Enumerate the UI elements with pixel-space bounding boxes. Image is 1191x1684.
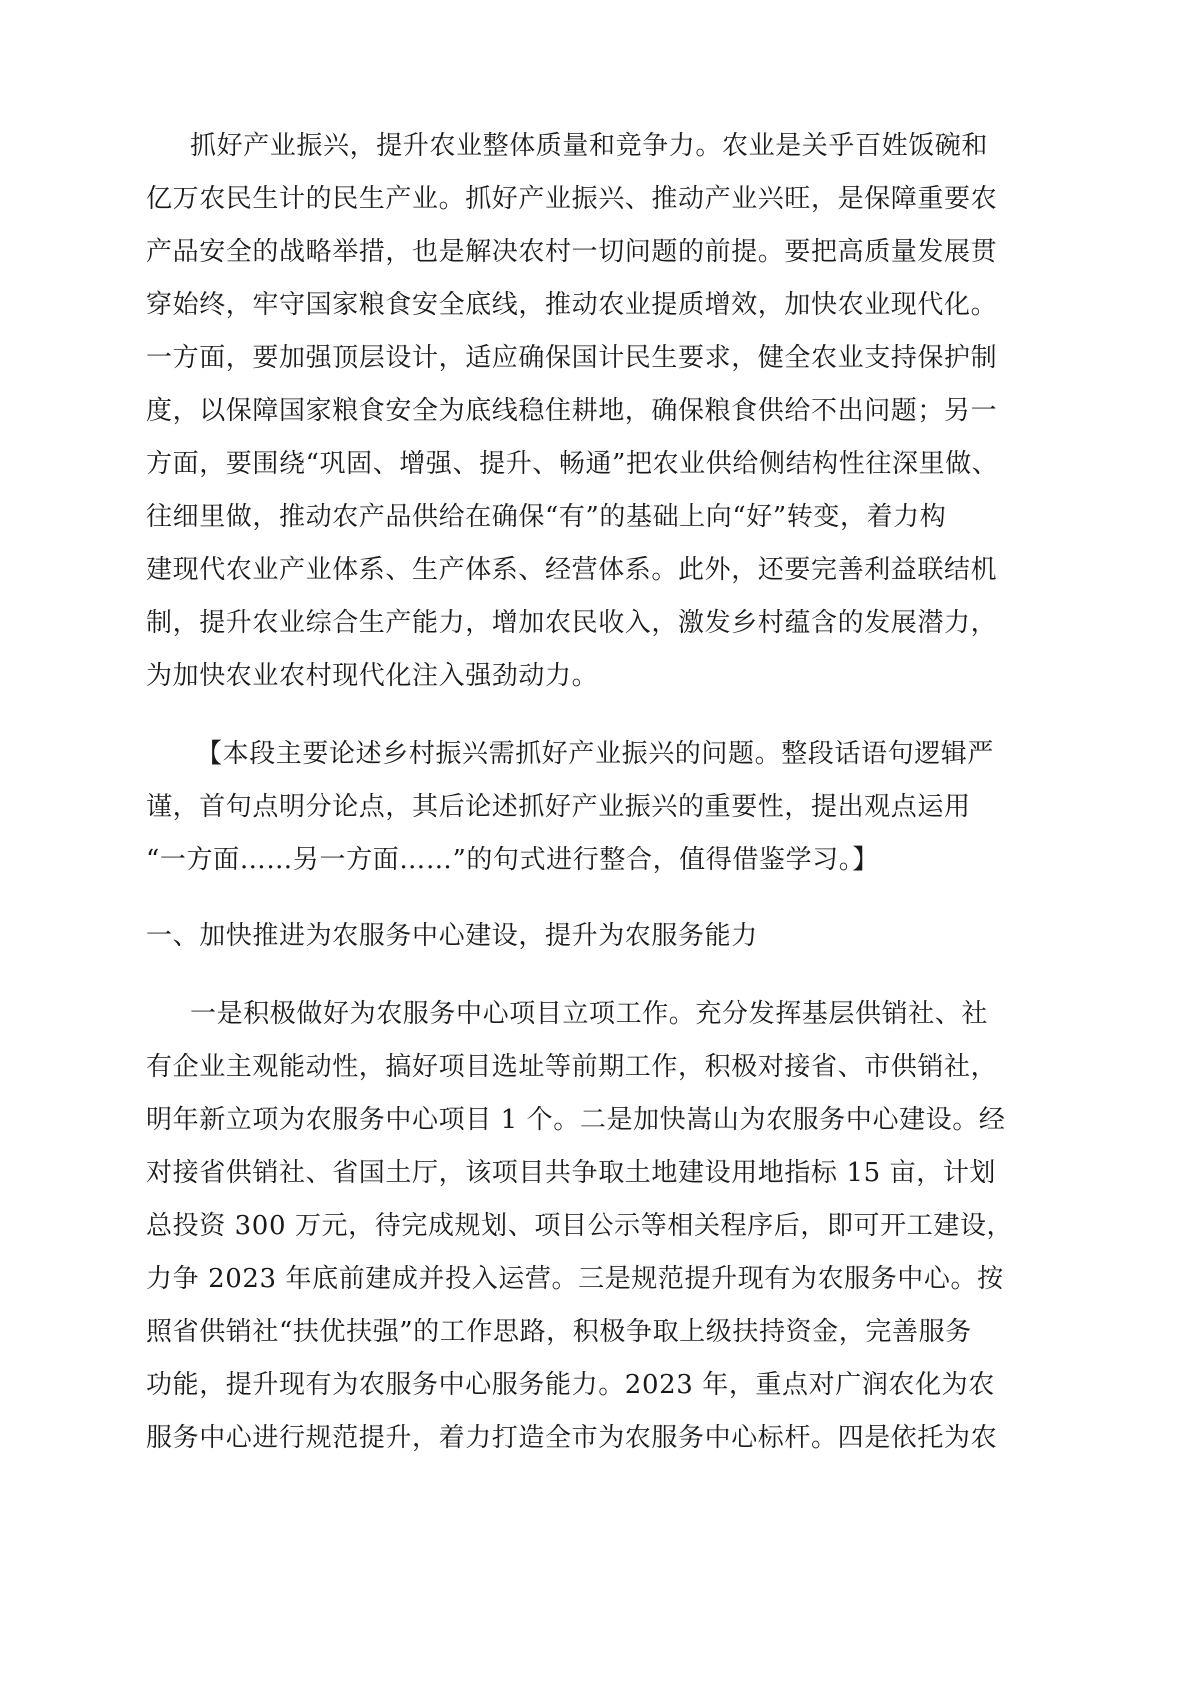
note-line: 【本段主要论述乡村振兴需抓好产业振兴的问题。整段话语句逻辑严 <box>196 739 995 769</box>
paragraph-line: 对接省供销社、省国土厅，该项目共争取土地建设用地指标 15 亩，计划 <box>146 1158 997 1188</box>
paragraph-line: 方面，要围绕“巩固、增强、提升、畅通”把农业供给侧结构性往深里做、 <box>146 449 999 479</box>
paragraph-line: 产品安全的战略举措，也是解决农村一切问题的前提。要把高质量发展贯 <box>146 237 998 267</box>
paragraph-line: 为加快农业农村现代化注入强劲动力。 <box>146 661 599 691</box>
paragraph-line: 度，以保障国家粮食安全为底线稳住耕地，确保粮食供给不出问题；另一 <box>146 396 998 426</box>
paragraph-line: 穿始终，牢守国家粮食安全底线，推动农业提质增效，加快农业现代化。 <box>146 290 998 320</box>
paragraph-line: 建现代农业产业体系、生产体系、经营体系。此外，还要完善利益联结机 <box>146 555 998 585</box>
paragraph-line: 明年新立项为农服务中心项目 1 个。二是加快嵩山为农服务中心建设。经 <box>146 1105 1006 1135</box>
paragraph-line: 往细里做，推动农产品供给在确保“有”的基础上向“好”转变，着力构 <box>146 502 947 532</box>
paragraph-line: 功能，提升现有为农服务中心服务能力。2023 年，重点对广润农化为农 <box>146 1370 995 1400</box>
note-line: “一方面……另一方面……”的句式进行整合，值得借鉴学习。】 <box>146 845 879 875</box>
paragraph-line: 一是积极做好为农服务中心项目立项工作。充分发挥基层供销社、社 <box>190 999 989 1029</box>
paragraph-line: 抓好产业振兴，提升农业整体质量和竞争力。农业是关乎百姓饭碗和 <box>190 131 989 161</box>
section-heading: 一、加快推进为农服务中心建设，提升为农服务能力 <box>146 921 758 951</box>
paragraph-line: 总投资 300 万元，待完成规划、项目公示等相关程序后，即可开工建设， <box>146 1211 1014 1241</box>
note-line: 谨，首句点明分论点，其后论述抓好产业振兴的重要性，提出观点运用 <box>146 792 971 822</box>
paragraph-line: 一方面，要加强顶层设计，适应确保国计民生要求，健全农业支持保护制 <box>146 343 998 373</box>
paragraph-line: 服务中心进行规范提升，着力打造全市为农服务中心标杆。四是依托为农 <box>146 1423 998 1453</box>
paragraph-line: 制，提升农业综合生产能力，增加农民收入，激发乡村蕴含的发展潜力， <box>146 608 998 638</box>
paragraph-line: 照省供销社“扶优扶强”的工作思路，积极争取上级扶持资金，完善服务 <box>146 1317 972 1347</box>
paragraph-line: 有企业主观能动性，搞好项目选址等前期工作，积极对接省、市供销社， <box>146 1052 998 1082</box>
paragraph-line: 力争 2023 年底前建成并投入运营。三是规范提升现有为农服务中心。按 <box>146 1264 1004 1294</box>
paragraph-line: 亿万农民生计的民生产业。抓好产业振兴、推动产业兴旺，是保障重要农 <box>146 184 998 214</box>
